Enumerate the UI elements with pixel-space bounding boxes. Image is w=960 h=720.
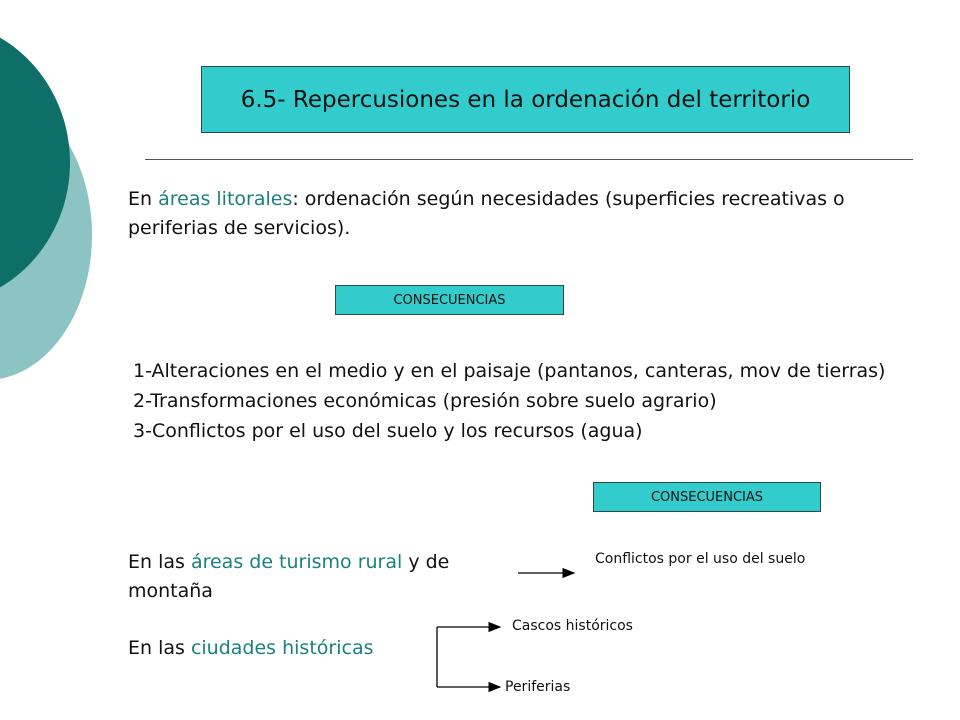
consequence-item-1: 1-Alteraciones en el medio y en el paisaje (pantanos, canteras, mov de tierras) bbox=[133, 360, 886, 382]
coastal-rest: : ordenación según necesidades (superficies recreativas o periferias de servicios). bbox=[128, 188, 845, 239]
rural-prefix: En las bbox=[128, 551, 191, 573]
coastal-highlight: áreas litorales bbox=[158, 188, 293, 210]
historic-highlight: ciudades históricas bbox=[190, 637, 374, 659]
consequences-badge-1-label: CONSECUENCIAS bbox=[393, 292, 506, 308]
coastal-prefix: En bbox=[128, 188, 159, 210]
slide-title-text: 6.5- Repercusiones en la ordenación del territorio bbox=[240, 86, 811, 113]
rural-highlight: áreas de turismo rural bbox=[190, 551, 403, 573]
consequence-item-2: 2-Transformaciones económicas (presión sobre suelo agrario) bbox=[133, 390, 717, 412]
historic-result-periferias: Periferias bbox=[505, 679, 571, 695]
consequences-badge-2-label: CONSECUENCIAS bbox=[650, 489, 764, 505]
historic-prefix: En las bbox=[128, 637, 191, 659]
consequence-item-3: 3-Conflictos por el uso del suelo y los recursos (agua) bbox=[133, 420, 643, 442]
historic-result-cascos: Cascos históricos bbox=[512, 618, 633, 634]
rural-rest: y de montaña bbox=[128, 551, 450, 602]
rural-result-text: Conflictos por el uso del suelo bbox=[595, 551, 806, 567]
